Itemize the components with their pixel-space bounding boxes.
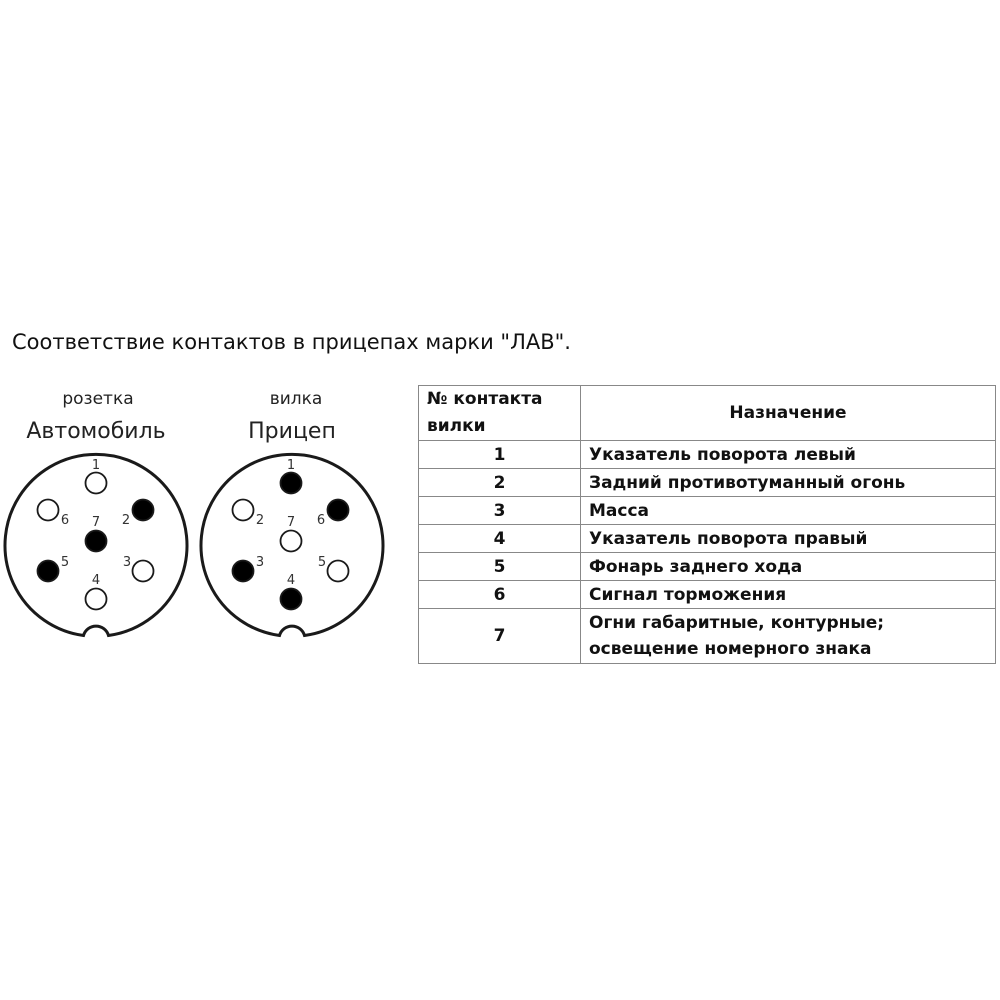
- pin-number: 3: [419, 497, 581, 525]
- pin-purpose: Сигнал торможения: [581, 581, 996, 609]
- pin-6-hollow: [38, 500, 59, 521]
- table-row: [419, 497, 996, 525]
- table-row: [419, 469, 996, 497]
- pin-6-filled: [328, 500, 349, 521]
- pin-assignment-table: [418, 385, 996, 664]
- pin-number: 4: [419, 525, 581, 553]
- pin-7-hollow: [281, 531, 302, 552]
- table-row: [419, 553, 996, 581]
- pin-number-label: 7: [286, 515, 296, 530]
- pin-number-label: 1: [286, 458, 296, 473]
- table-header-row: [419, 386, 996, 441]
- pin-purpose: Задний противотуманный огонь: [581, 469, 996, 497]
- pin-purpose: Масса: [581, 497, 996, 525]
- pin-number: 5: [419, 553, 581, 581]
- pin-number-label: 6: [316, 513, 326, 528]
- connectors-svg: [0, 375, 400, 675]
- pin-2-hollow: [233, 500, 254, 521]
- pin-5-filled: [38, 561, 59, 582]
- socket-type-label: розетка: [62, 389, 134, 409]
- pin-4-hollow: [86, 589, 107, 610]
- pin-number: 1: [419, 441, 581, 469]
- pin-number-label: 6: [60, 513, 70, 528]
- connector-trailer-plug: [201, 389, 383, 636]
- pin-1-hollow: [86, 473, 107, 494]
- pin-purpose: Огни габаритные, контурные; освещение номерного знака: [581, 609, 996, 664]
- table-row: [419, 581, 996, 609]
- pin-number-label: 5: [317, 555, 327, 570]
- pin-number-label: 5: [60, 555, 70, 570]
- pin-1-filled: [281, 473, 302, 494]
- pin-2-filled: [133, 500, 154, 521]
- pin-7-filled: [86, 531, 107, 552]
- pin-purpose: Указатель поворота правый: [581, 525, 996, 553]
- pin-3-hollow: [133, 561, 154, 582]
- pin-number-label: 2: [255, 513, 265, 528]
- header-purpose: Назначение: [581, 386, 996, 441]
- socket-owner-label: Автомобиль: [26, 419, 166, 444]
- connector-car-socket: [5, 389, 187, 636]
- pin-purpose: Указатель поворота левый: [581, 441, 996, 469]
- pin-number-label: 4: [286, 573, 296, 588]
- plug-type-label: вилка: [269, 389, 323, 409]
- pin-number-label: 2: [121, 513, 131, 528]
- table-row: [419, 609, 996, 664]
- table-row: [419, 525, 996, 553]
- pin-number-label: 7: [91, 515, 101, 530]
- plug-owner-label: Прицеп: [248, 419, 336, 444]
- pin-number-label: 4: [91, 573, 101, 588]
- pin-number: 2: [419, 469, 581, 497]
- header-contact-number: № контакта вилки: [419, 386, 581, 441]
- pin-number-label: 3: [255, 555, 265, 570]
- page-title: Соответствие контактов в прицепах марки "ЛАВ".: [12, 330, 571, 354]
- pin-5-hollow: [328, 561, 349, 582]
- pin-4-filled: [281, 589, 302, 610]
- pin-purpose: Фонарь заднего хода: [581, 553, 996, 581]
- pin-number-label: 3: [122, 555, 132, 570]
- table-row: [419, 441, 996, 469]
- pin-number: 7: [419, 609, 581, 664]
- pin-number: 6: [419, 581, 581, 609]
- pin-number-label: 1: [91, 458, 101, 473]
- pin-3-filled: [233, 561, 254, 582]
- connector-diagrams: [0, 375, 400, 675]
